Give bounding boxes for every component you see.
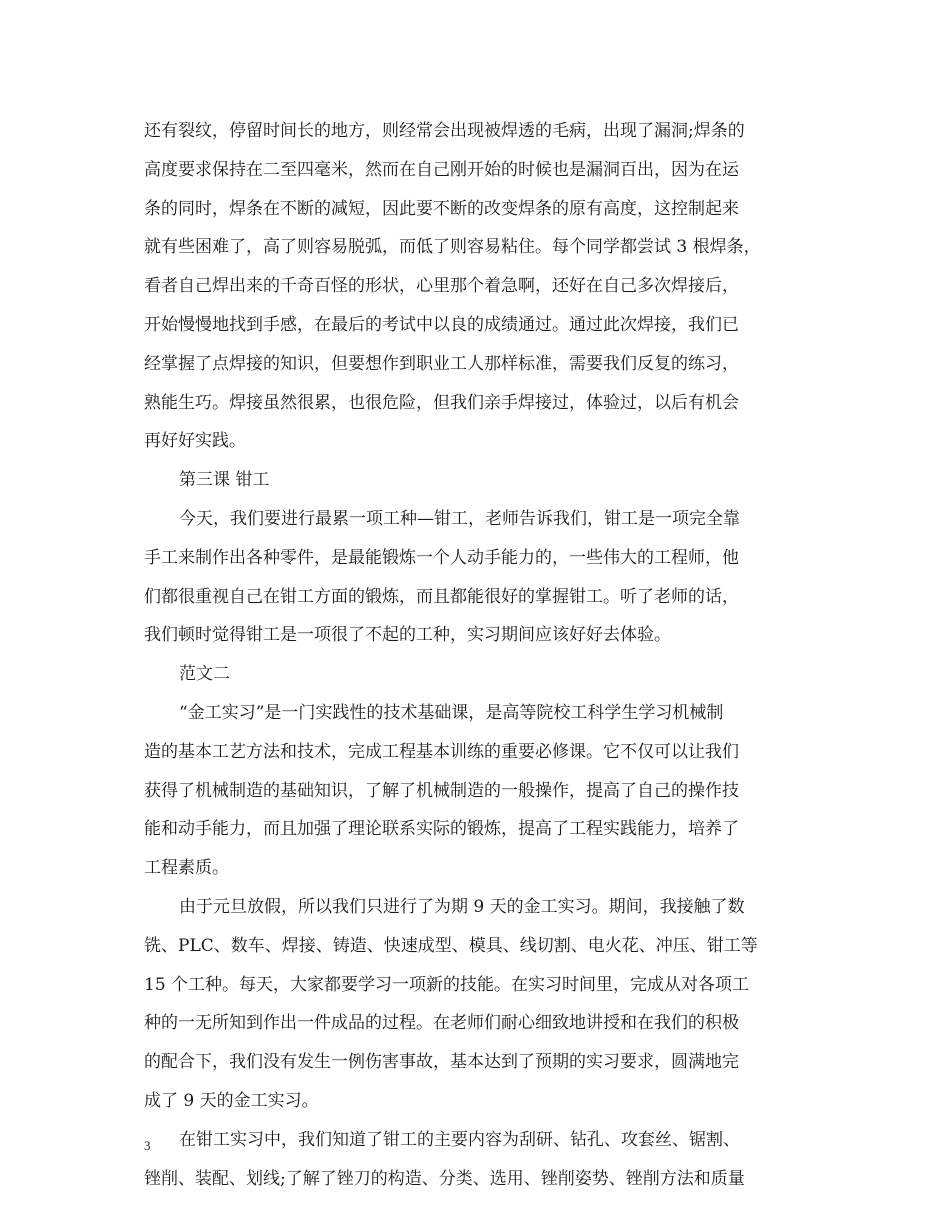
text-line: 看者自己焊出来的千奇百怪的形状，心里那个着急啊，还好在自己多次焊接后， (144, 276, 739, 297)
text-line: 15 个工种。每天，大家都要学习一项新的技能。在实习时间里，完成从对各项工 (144, 974, 750, 995)
text-line: 由于元旦放假，所以我们只进行了为期 9 天的金工实习。期间，我接触了数 (179, 896, 745, 917)
text-line: 今天，我们要进行最累一项工种—钳工，老师告诉我们，钳工是一项完全靠 (179, 508, 740, 529)
text-line: 造的基本工艺方法和技术，完成工程基本训练的重要必修课。它不仅可以让我们 (144, 741, 739, 762)
text-line: 的配合下，我们没有发生一例伤害事故，基本达到了预期的实习要求，圆满地完 (144, 1052, 739, 1073)
text-line: 经掌握了点焊接的知识，但要想作到职业工人那样标准，需要我们反复的练习， (144, 353, 739, 374)
text-line: 们都很重视自己在钳工方面的锻炼，而且都能很好的掌握钳工。听了老师的话， (144, 586, 739, 607)
text-line: 成了 9 天的金工实习。 (144, 1090, 319, 1111)
text-line: 就有些困难了，高了则容易脱弧，而低了则容易粘住。每个同学都尝试 3 根焊条， (144, 237, 761, 258)
text-line: 第三课 钳工 (179, 470, 270, 491)
page-number: 3 (144, 1138, 151, 1153)
text-line: 条的同时，焊条在不断的减短，因此要不断的改变焊条的原有高度，这控制起来 (144, 198, 739, 219)
text-line: 我们顿时觉得钳工是一项很了不起的工种，实习期间应该好好去体验。 (144, 625, 671, 646)
text-line: 工程素质。 (144, 858, 229, 879)
text-line: 能和动手能力，而且加强了理论联系实际的锻炼，提高了工程实践能力，培养了 (144, 819, 739, 840)
text-line: 在钳工实习中，我们知道了钳工的主要内容为刮研、钻孔、攻套丝、锯割、 (179, 1129, 740, 1150)
text-line: “金工实习”是一门实践性的技术基础课，是高等院校工科学生学习机械制 (179, 702, 724, 723)
text-line: 熟能生巧。焊接虽然很累，也很危险，但我们亲手焊接过，体验过，以后有机会 (144, 392, 739, 413)
text-line: 获得了机械制造的基础知识，了解了机械制造的一般操作，提高了自己的操作技 (144, 780, 739, 801)
text-line: 开始慢慢地找到手感，在最后的考试中以良的成绩通过。通过此次焊接，我们已 (144, 314, 739, 335)
document-body (144, 112, 824, 1198)
text-line: 铣、PLC、数车、焊接、铸造、快速成型、模具、线切割、电火花、冲压、钳工等 (144, 935, 758, 956)
text-line: 锉削、装配、划线;了解了锉刀的构造、分类、选用、锉削姿势、锉削方法和质量 (144, 1168, 745, 1189)
text-line: 范文二 (179, 664, 230, 685)
text-line: 种的一无所知到作出一件成品的过程。在老师们耐心细致地讲授和在我们的积极 (144, 1013, 739, 1034)
text-line: 还有裂纹，停留时间长的地方，则经常会出现被焊透的毛病，出现了漏洞;焊条的 (144, 121, 745, 141)
text-line: 再好好实践。 (144, 431, 246, 452)
text-line: 手工来制作出各种零件，是最能锻炼一个人动手能力的，一些伟大的工程师，他 (144, 547, 739, 568)
text-line: 高度要求保持在二至四毫米，然而在自己刚开始的时候也是漏洞百出，因为在运 (144, 159, 739, 180)
